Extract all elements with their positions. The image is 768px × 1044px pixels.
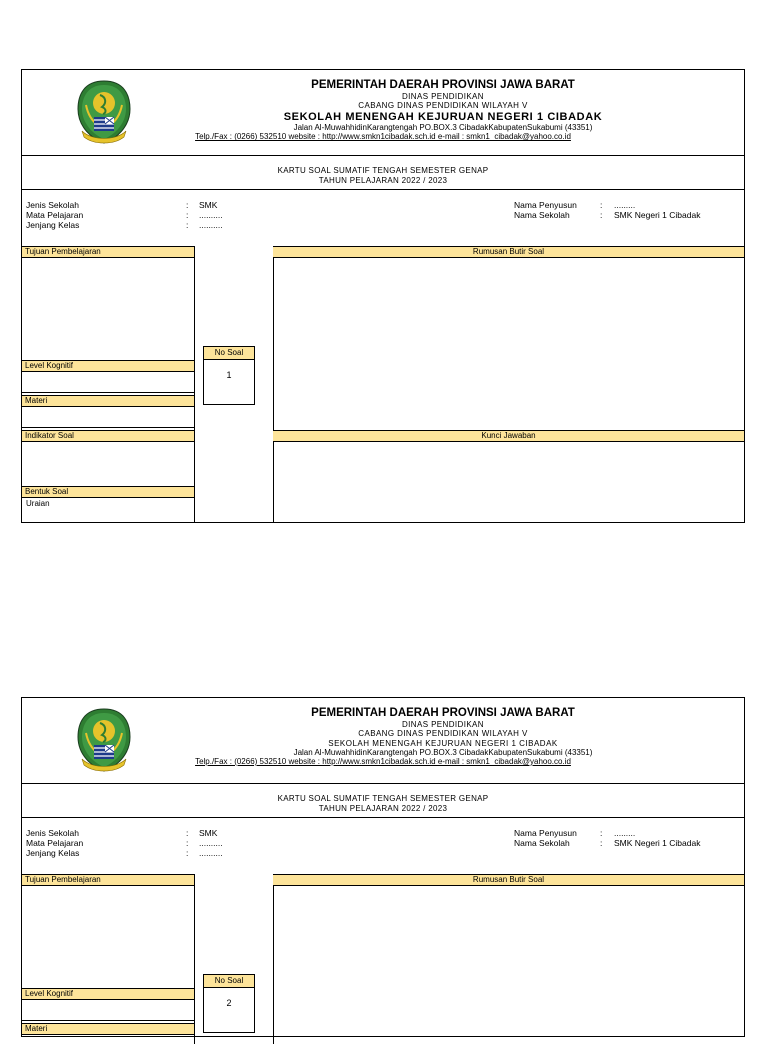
letterhead	[22, 70, 744, 156]
nama-penyusun-label: Nama Penyusun	[514, 828, 577, 838]
question-card-1	[21, 69, 745, 523]
nama-penyusun-value: .........	[614, 200, 636, 210]
identity-section	[22, 818, 744, 858]
jenis-sekolah-value: SMK	[199, 828, 218, 838]
question-grid	[22, 246, 744, 523]
card-title-line2: TAHUN PELAJARAN 2022 / 2023	[318, 176, 448, 185]
jenis-sekolah-value: SMK	[199, 200, 218, 210]
colon: :	[186, 848, 189, 858]
jenjang-kelas-label: Jenjang Kelas	[26, 220, 80, 230]
card-title	[22, 156, 744, 190]
no-soal-number: 1	[226, 370, 232, 380]
bentuk-soal-header: Bentuk Soal	[22, 486, 194, 498]
branch-name: CABANG DINAS PENDIDIKAN WILAYAH V	[358, 729, 528, 739]
question-card-2	[21, 697, 745, 1037]
card-title	[22, 784, 744, 818]
colon: :	[186, 838, 189, 848]
bentuk-soal-value: Uraian	[26, 499, 50, 508]
rumusan-butir-soal-header: Rumusan Butir Soal	[273, 246, 744, 258]
card-title-line1: KARTU SOAL SUMATIF TENGAH SEMESTER GENAP	[277, 166, 489, 175]
government-title: PEMERINTAH DAERAH PROVINSI JAWA BARAT	[311, 707, 575, 719]
department-name: DINAS PENDIDIKAN	[402, 92, 484, 102]
level-kognitif-header: Level Kognitif	[22, 360, 194, 372]
no-soal-box	[203, 346, 255, 405]
rumusan-butir-soal-header: Rumusan Butir Soal	[273, 874, 744, 886]
nama-sekolah-label: Nama Sekolah	[514, 838, 570, 848]
colon: :	[186, 200, 189, 210]
colon: :	[186, 220, 189, 230]
school-name: SEKOLAH MENENGAH KEJURUAN NEGERI 1 CIBADAK	[328, 738, 558, 748]
school-name: SEKOLAH MENENGAH KEJURUAN NEGERI 1 CIBADAK	[283, 110, 603, 123]
school-contact: Telp./Fax : (0266) 532510 website : http://www.smkn1cibadak.sch.id e-mail : smkn1_cibadak@yahoo.co.id	[195, 756, 571, 766]
school-contact: Telp./Fax : (0266) 532510 website : http://www.smkn1cibadak.sch.id e-mail : smkn1_cibadak@yahoo.co.id	[195, 132, 571, 142]
level-kognitif-header: Level Kognitif	[22, 988, 194, 1000]
letterhead	[22, 698, 744, 784]
colon: :	[600, 838, 603, 848]
colon: :	[600, 210, 603, 220]
materi-header: Materi	[22, 395, 194, 407]
jenis-sekolah-label: Jenis Sekolah	[26, 828, 79, 838]
materi-header: Materi	[22, 1023, 194, 1035]
colon: :	[600, 828, 603, 838]
mata-pelajaran-value: ..........	[199, 210, 223, 220]
jenjang-kelas-value: ..........	[199, 848, 223, 858]
kunci-jawaban-header: Kunci Jawaban	[273, 430, 744, 442]
card-title-line2: TAHUN PELAJARAN 2022 / 2023	[318, 804, 448, 813]
branch-name: CABANG DINAS PENDIDIKAN WILAYAH V	[358, 101, 528, 111]
school-address: Jalan Al-MuwahhidinKarangtengah PO.BOX.3 CibadakKabupatenSukabumi (43351)	[293, 747, 593, 757]
colon: :	[600, 200, 603, 210]
indikator-soal-header: Indikator Soal	[22, 430, 194, 442]
nama-penyusun-value: .........	[614, 828, 636, 838]
tujuan-pembelajaran-header: Tujuan Pembelajaran	[22, 874, 194, 886]
nama-sekolah-value: SMK Negeri 1 Cibadak	[614, 838, 701, 848]
colon: :	[186, 828, 189, 838]
tujuan-pembelajaran-header: Tujuan Pembelajaran	[22, 246, 194, 258]
colon: :	[186, 210, 189, 220]
question-grid	[22, 874, 744, 1044]
school-address: Jalan Al-MuwahhidinKarangtengah PO.BOX.3 CibadakKabupatenSukabumi (43351)	[293, 123, 593, 133]
department-name: DINAS PENDIDIKAN	[402, 720, 484, 730]
no-soal-number: 2	[226, 998, 232, 1008]
mata-pelajaran-label: Mata Pelajaran	[26, 838, 84, 848]
identity-section	[22, 190, 744, 230]
card-title-line1: KARTU SOAL SUMATIF TENGAH SEMESTER GENAP	[277, 794, 489, 803]
nama-sekolah-label: Nama Sekolah	[514, 210, 570, 220]
mata-pelajaran-label: Mata Pelajaran	[26, 210, 84, 220]
government-title: PEMERINTAH DAERAH PROVINSI JAWA BARAT	[311, 79, 575, 91]
jenjang-kelas-label: Jenjang Kelas	[26, 848, 80, 858]
no-soal-label: No Soal	[204, 975, 254, 988]
no-soal-label: No Soal	[204, 347, 254, 360]
mata-pelajaran-value: ..........	[199, 838, 223, 848]
no-soal-box	[203, 974, 255, 1033]
jenis-sekolah-label: Jenis Sekolah	[26, 200, 79, 210]
nama-penyusun-label: Nama Penyusun	[514, 200, 577, 210]
jenjang-kelas-value: ..........	[199, 220, 223, 230]
nama-sekolah-value: SMK Negeri 1 Cibadak	[614, 210, 701, 220]
